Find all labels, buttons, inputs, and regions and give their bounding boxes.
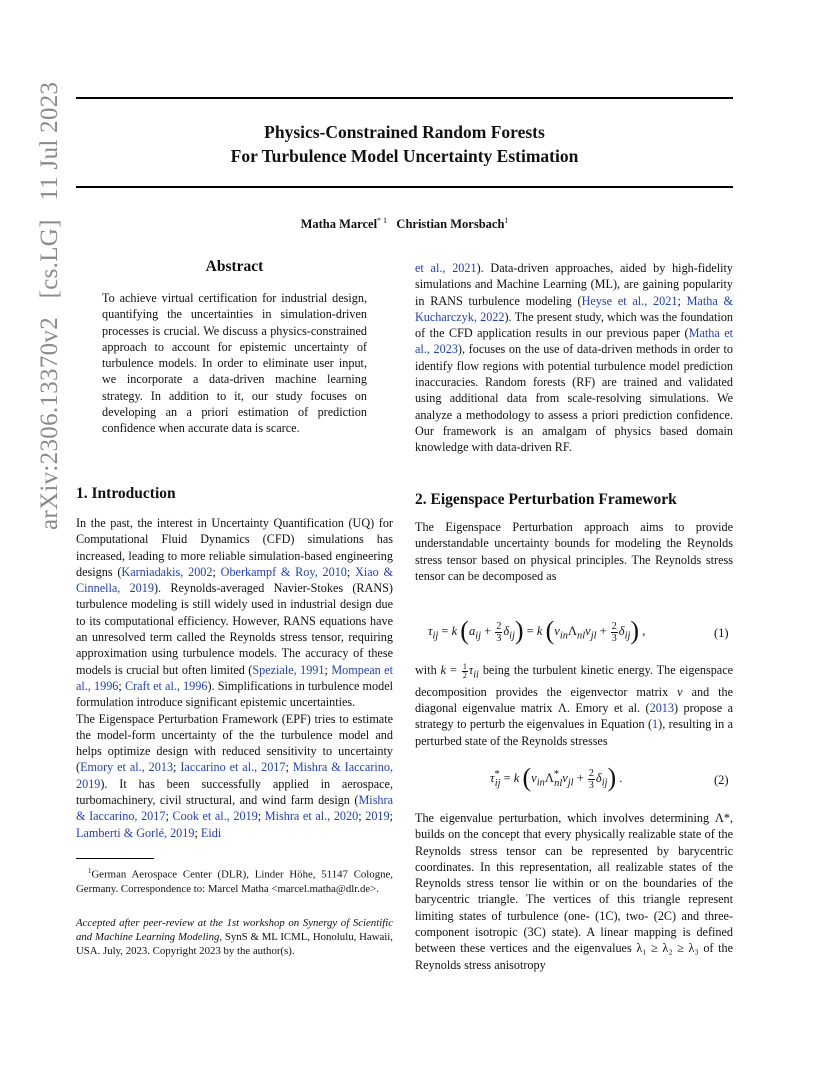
section-heading-introduction: 1. Introduction [76, 485, 176, 502]
citation-link[interactable]: Mishra & Iaccarino, 2017 [76, 793, 393, 824]
citation-link[interactable]: Xiao & Cinnella, 2019 [76, 564, 394, 596]
intro-paragraph: The Eigenspace Perturbation Framework (EPF) tries to estimate the model-form uncertainty of the the turbulence model and helps optimize design with reduced sensitivity to uncertainty (Emory et al., 2013; Iaccarino et al., 2017; Mishra & Iaccarino, 2019). It has been successfully applied in aerospace, turbomachinery, civil structural, and wind farm design (Mishra & Iaccarino, 2017; Cook et al., 2019; Mishra et al., 2020; 2019; Lamberti & Gorlé, 2019; Eidi [76, 711, 394, 840]
author-affil-mark: * 1 [377, 216, 388, 225]
abstract-heading: Abstract [205, 258, 264, 275]
title-line-2: For Turbulence Model Uncertainty Estimation [230, 146, 579, 166]
arxiv-date: 11 Jul 2023 [36, 81, 63, 201]
citation-link[interactable]: Matha et al., 2023 [415, 326, 733, 357]
eigenvalue-perturbation-paragraph: The eigenvalue perturbation, which involves determining Λ*, builds on the concept that every physically realizable state of the Reynolds stress tensor can be represented by barycentric coordinates. In this representation, all realizable states of the Reynolds stress tensor lie within or on the boundaries of the barycentric triangle. The vertices of this triangle represent limiting states of turbulence (one- (1C), two- (2C) and three-component isotropic (3C) state). A linear mapping is defined between these vertices and the eigenvalues λ₁ ≥ λ₂ ≥ λ₃ of the Reynolds stress anisotropy [415, 811, 733, 972]
citation-link[interactable]: Eidi [200, 825, 222, 840]
citation-link[interactable]: Heyse et al., 2021 [581, 293, 678, 308]
citation-link[interactable]: 2019 [365, 809, 390, 824]
citation-link[interactable]: Cook et al., 2019 [172, 809, 258, 824]
section-heading-eigenspace: 2. Eigenspace Perturbation Framework [415, 491, 677, 508]
intro-paragraph: In the past, the interest in Uncertainty Quantification (UQ) for Computational Fluid Dynamics (CFD) simulations has increased, leading to more reliable simulation-based engineering designs (Karniadakis, 2002; Oberkampf & Roy, 2010; Xiao & Cinnella, 2019). Reynolds-averaged Navier-Stokes (RANS) turbulence modeling is still widely used in industrial design due to its computational efficiency. However, RANS equations have an unresolved term called the Reynolds stress tensor, requiring approximation using turbulence models. The accuracy of these models is crucial but often limited (Speziale, 1991; Mompean et al., 1996; Craft et al., 1996). Simplifications in turbulence model formulation introduce significant epistemic uncertainties. [76, 516, 394, 710]
citation-link[interactable]: Karniadakis, 2002 [121, 564, 213, 579]
equation-1-number: (1) [714, 626, 729, 640]
arxiv-sidebar-stamp [36, 70, 64, 530]
arxiv-id: arXiv:2306.13370v2 [36, 316, 63, 530]
arxiv-category: [cs.LG] [36, 219, 63, 299]
equation-reference-link[interactable]: 1 [652, 717, 659, 732]
citation-link[interactable]: Emory et al., 2013 [80, 760, 174, 775]
title-line-1: Physics-Constrained Random Forests [264, 122, 545, 142]
abstract-text: To achieve virtual certification for industrial design, quantifying the uncertainties in simulation-driven processes is crucial. We discuss a physics-constrained approach to account for epistemic uncertainty of turbulence models. In order to eliminate user input, we incorporate a data-driven machine learning strategy. In addition to it, our study focuses on developing an a priori estimation of prediction confidence when accurate data is scarce. [102, 291, 367, 436]
author-list [76, 216, 733, 232]
footnote-affiliation: $^1$German Aerospace Center (DLR), Linder Höhe, 51147 Cologne, Germany. Correspondence to: Marcel Matha <marcel.matha@dlr.de>. [76, 867, 393, 895]
footnote-accepted: Accepted after peer-review at the 1st workshop on Synergy of Scientific and Machine Learning Modeling, SynS & ML ICML, Honolulu, Hawaii, USA. July, 2023. Copyright 2023 by the author(s). [76, 917, 393, 957]
citation-link[interactable]: Mishra & Iaccarino, 2019 [76, 760, 394, 791]
citation-link[interactable]: et al., 2021 [415, 261, 477, 275]
author-affil-mark: 1 [504, 216, 509, 225]
title-bottom-rule [76, 186, 733, 188]
eigenspace-decomposition-paragraph: with k = $\frac{1}{2}$ $\tau_{ii}$ being the turbulent kinetic energy. The eigenspace decomposition provides the eigenvector matrix v and the diagonal eigenvalue matrix Λ. Emory et al. (2013) propose a strategy to perturb the eigenvalues in Equation (1), resulting in a perturbed state of the Reynolds stresses [415, 661, 734, 748]
author-name: Matha Marcel [300, 217, 378, 232]
citation-link[interactable]: Mishra et al., 2020 [264, 809, 359, 824]
author-name: Christian Morsbach [396, 217, 505, 232]
title-top-rule [76, 97, 733, 99]
citation-link[interactable]: Craft et al., 1996 [124, 678, 208, 693]
eigenspace-intro-paragraph: The Eigenspace Perturbation approach aims to provide understandable uncertainty bounds for modeling the Reynolds stress tensor based on physical principles. The Reynolds stress tensor can be decomposed as [415, 520, 733, 583]
footnote-mark: 1 [88, 867, 92, 875]
abstract-body [102, 290, 367, 437]
right-column-body [415, 260, 733, 456]
citation-link[interactable]: Oberkampf & Roy, 2010 [220, 564, 347, 579]
equation-2-number: (2) [714, 773, 729, 787]
citation-link[interactable]: Speziale, 1991 [252, 662, 325, 677]
intro-paragraph-continued: et al., 2021). Data-driven approaches, aided by high-fidelity simulations and Machine Learning (ML), are gaining popularity in RANS turbulence modeling (Heyse et al., 2021; Matha & Kucharczyk, 2022). The present study, which was the foundation of the CFD application results in our previous paper (Matha et al., 2023), focuses on the use of data-driven methods in order to identify flow regions with potential turbulence model prediction inaccuracies. Random forests (RF) are trained and validated using additional data from scale-resolving simulations. We analyze a methodology to assess a priori prediction confidence. Our framework is an amalgam of physics based domain knowledge with data-driven RF. [415, 261, 734, 455]
introduction-body [76, 515, 393, 841]
citation-link[interactable]: Iaccarino et al., 2017 [180, 760, 286, 775]
citation-link[interactable]: 2013 [649, 701, 674, 716]
equation-1: $\tau_{ij} = k$ ($a_{ij}$ + $\frac{2}{3}$ $\delta_{ij}) = k$ ($v_{in}\Lambda_{nl}v_{jl}$ + $\frac{2}{3}$ $\delta_{ij}$) , [428, 616, 646, 645]
footnote-rule [76, 858, 154, 859]
citation-link[interactable]: Mompean et al., 1996 [76, 662, 393, 693]
equation-2: $\tau^*_{ij} = k$ ($v_{in}\Lambda^*_{nl}v_{jl}$ + $\frac{2}{3}$ $\delta_{ij}$) . [490, 763, 623, 792]
citation-link[interactable]: Matha & Kucharczyk, 2022 [415, 293, 733, 324]
citation-link[interactable]: Lamberti & Gorlé, 2019 [76, 825, 195, 840]
paper-title [76, 120, 733, 168]
